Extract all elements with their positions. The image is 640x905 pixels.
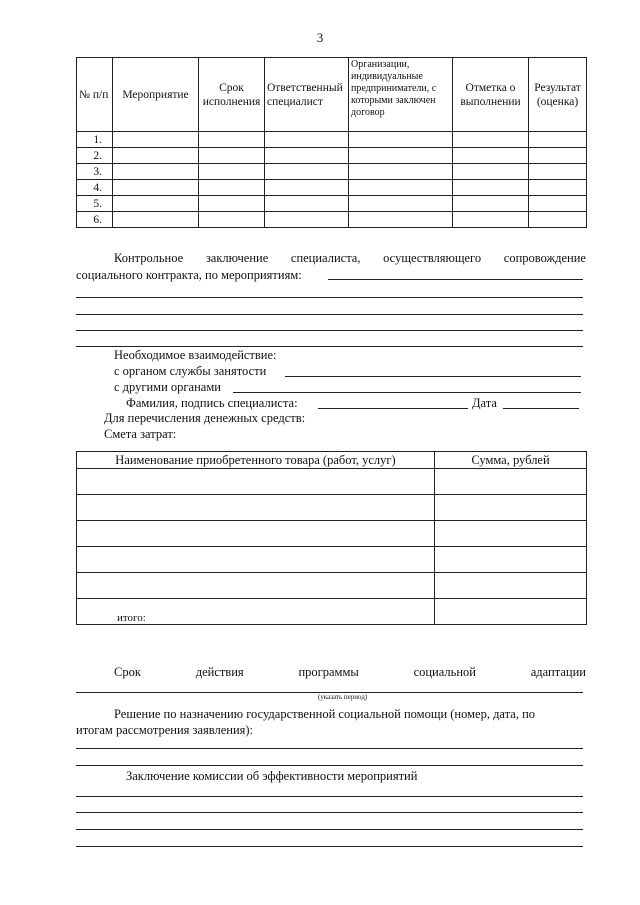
row-number: 3. [77,164,113,180]
cost-estimate-label: Смета затрат: [104,427,177,441]
row-number: 5. [77,196,113,212]
commission-input-line[interactable] [76,812,583,813]
commission-title: Заключение комиссии об эффективности мероприятий [126,769,418,783]
header-responsible: Ответственный специалист [265,58,349,132]
table-row [77,180,587,196]
employment-service-label: с органом службы занятости [114,364,267,378]
funds-transfer-label: Для перечисления денежных средств: [104,411,306,425]
header-number: № п/п [77,58,113,132]
decision-line2: итогам рассмотрения заявления): [76,723,254,737]
decision-line1: Решение по назначению государственной социальной помощи (номер, дата, по [114,707,536,721]
total-label: итого: [77,599,435,625]
row-number: 2. [77,148,113,164]
activity-plan-table [76,57,587,228]
decision-input-line[interactable] [76,748,583,749]
control-conclusion-line1: Контрольное заключение специалиста, осуществляющего сопровождение [114,251,586,265]
interaction-title: Необходимое взаимодействие: [114,348,277,362]
control-input-line[interactable] [76,330,583,331]
period-hint: (указать период) [318,693,368,701]
cost-estimate-table [76,451,587,625]
control-input-line[interactable] [328,279,583,280]
header-organizations: Организации, индивидуальные предприниматели, с которыми заключен договор [349,58,453,132]
table-row [77,212,587,228]
decision-input-line[interactable] [76,765,583,766]
specialist-signature-label: Фамилия, подпись специалиста: [126,396,298,410]
commission-input-line[interactable] [76,846,583,847]
header-amount: Сумма, рублей [435,452,587,469]
employment-service-line[interactable] [285,376,581,377]
date-line[interactable] [503,408,579,409]
control-input-line[interactable] [76,346,583,347]
control-input-line[interactable] [76,297,583,298]
control-conclusion-line2: социального контракта, по мероприятиям: [76,268,302,282]
commission-input-line[interactable] [76,796,583,797]
table-row [77,148,587,164]
table-row [77,547,587,573]
header-completion-mark: Отметка о выполнении [453,58,529,132]
other-bodies-label: с другими органами [114,380,221,394]
header-activity: Мероприятие [113,58,199,132]
header-goods-name: Наименование приобретенного товара (работ, услуг) [77,452,435,469]
signature-line[interactable] [318,408,468,409]
row-number: 4. [77,180,113,196]
program-period-line: Срок действия программы социальной адаптации [114,665,586,679]
table-row [77,469,587,495]
table-row [77,164,587,180]
table-row [77,196,587,212]
plan-table-header-row [77,58,587,132]
control-input-line[interactable] [76,314,583,315]
table-row [77,521,587,547]
row-number: 1. [77,132,113,148]
header-result: Результат (оценка) [529,58,587,132]
date-label: Дата [472,396,497,410]
header-deadline: Срок исполнения [199,58,265,132]
row-number: 6. [77,212,113,228]
table-row [77,573,587,599]
other-bodies-line[interactable] [233,392,581,393]
page-number: 3 [316,30,324,45]
total-row [77,599,587,625]
commission-input-line[interactable] [76,829,583,830]
table-row [77,132,587,148]
cost-table-header-row [77,452,587,469]
table-row [77,495,587,521]
